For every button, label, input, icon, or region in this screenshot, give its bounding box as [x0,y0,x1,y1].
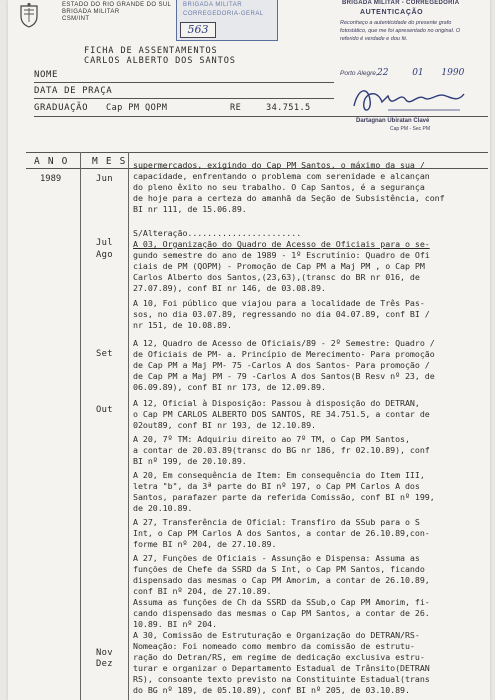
entry-line: supermercados, exigindo do Cap PM Santos, o máximo da sua / [133,160,425,170]
month-dez: Dez [96,659,113,669]
entry-line: conf BI nº 204, de 27.10.89. [133,586,272,596]
institution-line: CSM/INT [62,16,90,22]
entry-line: A 30, Comissão de Estruturação e Organização do DETRAN/RS- [133,630,420,640]
label-re: RE [230,103,242,113]
stamp-number: 563 [180,22,216,38]
authentication-stamp [330,0,490,130]
auth-signer-rank: Cap PM - Sec PM [390,126,431,132]
col-ano: A N O [34,156,69,167]
document-page [8,0,490,700]
form-title: FICHA DE ASSENTAMENTOS [84,46,218,56]
entry-line: A 27, Transferência de Oficial: Transfiro da SSub para o S [133,517,420,527]
entry-line: letra "b", da 3ª parte do BI nº 197, o Cap PM Carlos A dos [133,481,420,491]
month-jun: Jun [96,174,113,184]
institution-line: ESTADO DO RIO GRANDE DO SUL [62,2,172,8]
auth-title: AUTENTICAÇÃO [360,9,424,16]
entry-line: de 20.10.89. [133,503,193,513]
entry-line: dispensado das mesmas o Cap PM Amorim, a contar de 26.10.89, [133,575,430,585]
divider [34,82,334,83]
label-graduacao: GRADUAÇÃO [34,103,89,113]
entry-line: 06.09.89), conf BI nr 173, de 12.09.89. [133,382,326,392]
entry-line: gundo semestre do ano de 1989 - 1º Escrutínio: Quadro de Ofi [133,250,430,260]
signature-icon [348,80,468,120]
entry-line: turar e organizar o Departamento Estadual de Trânsito(DETRAN [133,663,430,673]
entry-line: 02out89, conf BI nr 193, de 12.10.89. [133,420,316,430]
month-nov: Nov [96,648,113,658]
employee-name: CARLOS ALBERTO DOS SANTOS [84,56,236,66]
entry-line: A 10, Foi público que viajou para a localidade de Três Pas- [133,298,425,308]
entry-line: sos, no dia 03.07.89, regressando no dia 04.07.89, conf BI / [133,309,430,319]
stamp-line: BRIGADA MILITAR [183,2,243,8]
entry-line: A 20, Em consequência de Item: Em consequência do Item III, [133,470,425,480]
month-out: Out [96,405,113,415]
month-jul: Jul [96,238,113,248]
label-nome: NOME [34,70,59,80]
entry-line: de Cap PM a Maj PM- 75 -Carlos A dos Santos- Para promoção / [133,360,430,370]
entry-line: Carlos Alberto dos Santos,(23,63),(transc do BR nr 016, de [133,272,420,282]
entry-line: forme BI nº 204, de 27.10.89. [133,539,277,549]
graduacao-value: Cap PM QOPM [106,103,168,113]
entry-line: de Oficiais de PM- a. Princípio de Merecimento- Para promoção [133,349,435,359]
entry-line: de hoje para a certeza do amanhã da Seção de Subsistência, conf [133,193,445,203]
entry-line: S/Alteração....................... [133,228,302,238]
entry-line: BI nº 199, de 20.10.89. [133,456,247,466]
col-separator [80,152,81,700]
auth-line1: BRIGADA MILITAR - CORREGEDORIA [342,0,460,6]
entry-line: A 27, Funções de Oficiais - Assunção e Dispensa: Assuma as [133,553,420,563]
auth-signer: Dartagnan Ubiratan Clavé [356,118,430,124]
institution-line: BRIGADA MILITAR [62,9,120,15]
entry-line: do BG nº 189, de 05.10.89), conf BI nº 205, de 03.10.89. [133,685,410,695]
table-top-rule [26,152,488,153]
entry-line: cando dispensado das mesmas o Cap PM Santos, a contar de 26. [133,608,430,618]
entry-line: BI nr 111, de 15.06.89. [133,204,247,214]
entry-line: RS), consoante texto previsto na Constituinte Estadual(trans [133,674,430,684]
entry-line: A 12, Quadro de Acesso de Oficiais/89 - 2º Semestre: Quadro / [133,338,435,348]
month-set: Set [96,349,113,359]
col-mes: M E S [92,156,127,167]
entry-line: a contar de 20.03.89(transc do BG nr 186, fr 02.10.89), conf [133,445,430,455]
auth-date-month: 01 [412,68,424,78]
entry-line: ração do Detran/RS, em regime de dedicação exclusiva estru- [133,652,425,662]
auth-place: Porto Alegre, [340,70,378,77]
label-data-praca: DATA DE PRAÇA [34,86,113,96]
year-cell: 1989 [40,174,62,184]
auth-date [377,68,464,78]
stamp-line: CORREGEDORIA-GERAL [183,11,264,17]
entry-line: A 12, Oficial à Disposição: Passou à disposição do DETRAN, [133,398,420,408]
divider [34,98,334,99]
entry-line: A 03, Organização do Quadro de Acesso de Oficiais para o se- [133,239,430,249]
col-separator [128,152,129,700]
entry-line: A 20, 7º TM: Adquiriu direito ao 7º TM, o Cap PM Santos, [133,434,410,444]
entry-line: capacidade, enfrentando o problema com serenidade e alcançan [133,171,430,181]
entry-line: ciais de PM (QOPM) - Promoção de Cap PM a Maj PM , o Cap PM [133,261,425,271]
entry-line: do pleno êxito no seu trabalho. O Cap Santos, é a segurança [133,182,425,192]
entry-line: Nomeação: Foi nomeado como membro da comissão de estrutu- [133,641,415,651]
entry-line: 27.07.89), conf BI nr 146, de 03.08.89. [133,283,326,293]
coat-of-arms-icon [18,2,40,28]
auth-date-year: 1990 [441,68,465,78]
entry-line: 10.89. BI nº 204. [133,619,218,629]
entry-line: funções de Chefe da SSRD da S Int, o Cap PM Santos, ficando [133,564,425,574]
auth-date-day: 22 [377,68,389,78]
entry-line: o Cap PM CARLOS ALBERTO DOS SANTOS, RE 34.751.5, a contar de [133,409,430,419]
month-ago: Ago [96,250,113,260]
divider [34,116,488,117]
entry-line: Santos, parafazer parte da referida Comissão, conf BI nº 199, [133,492,435,502]
re-value: 34.751.5 [266,103,311,113]
entry-line: Int, o Cap PM Carlos A dos Santos, a contar de 26.10.89,con- [133,528,430,538]
entry-line: Assuma as funções de Ch da SSRD da SSub,o Cap PM Amorim, fi- [133,597,430,607]
entry-line: nr 151, de 10.08.89. [133,320,232,330]
institution-header [62,2,171,23]
auth-text: Reconheço a autenticidade do presente grafo fotostático, que me foi apresentado no original. O referido é verdade e dou fé. [340,20,461,42]
entry-line: de Cap PM a Maj PM - 79 -Carlos A dos Santos(B Resv nº 23, de [133,371,435,381]
